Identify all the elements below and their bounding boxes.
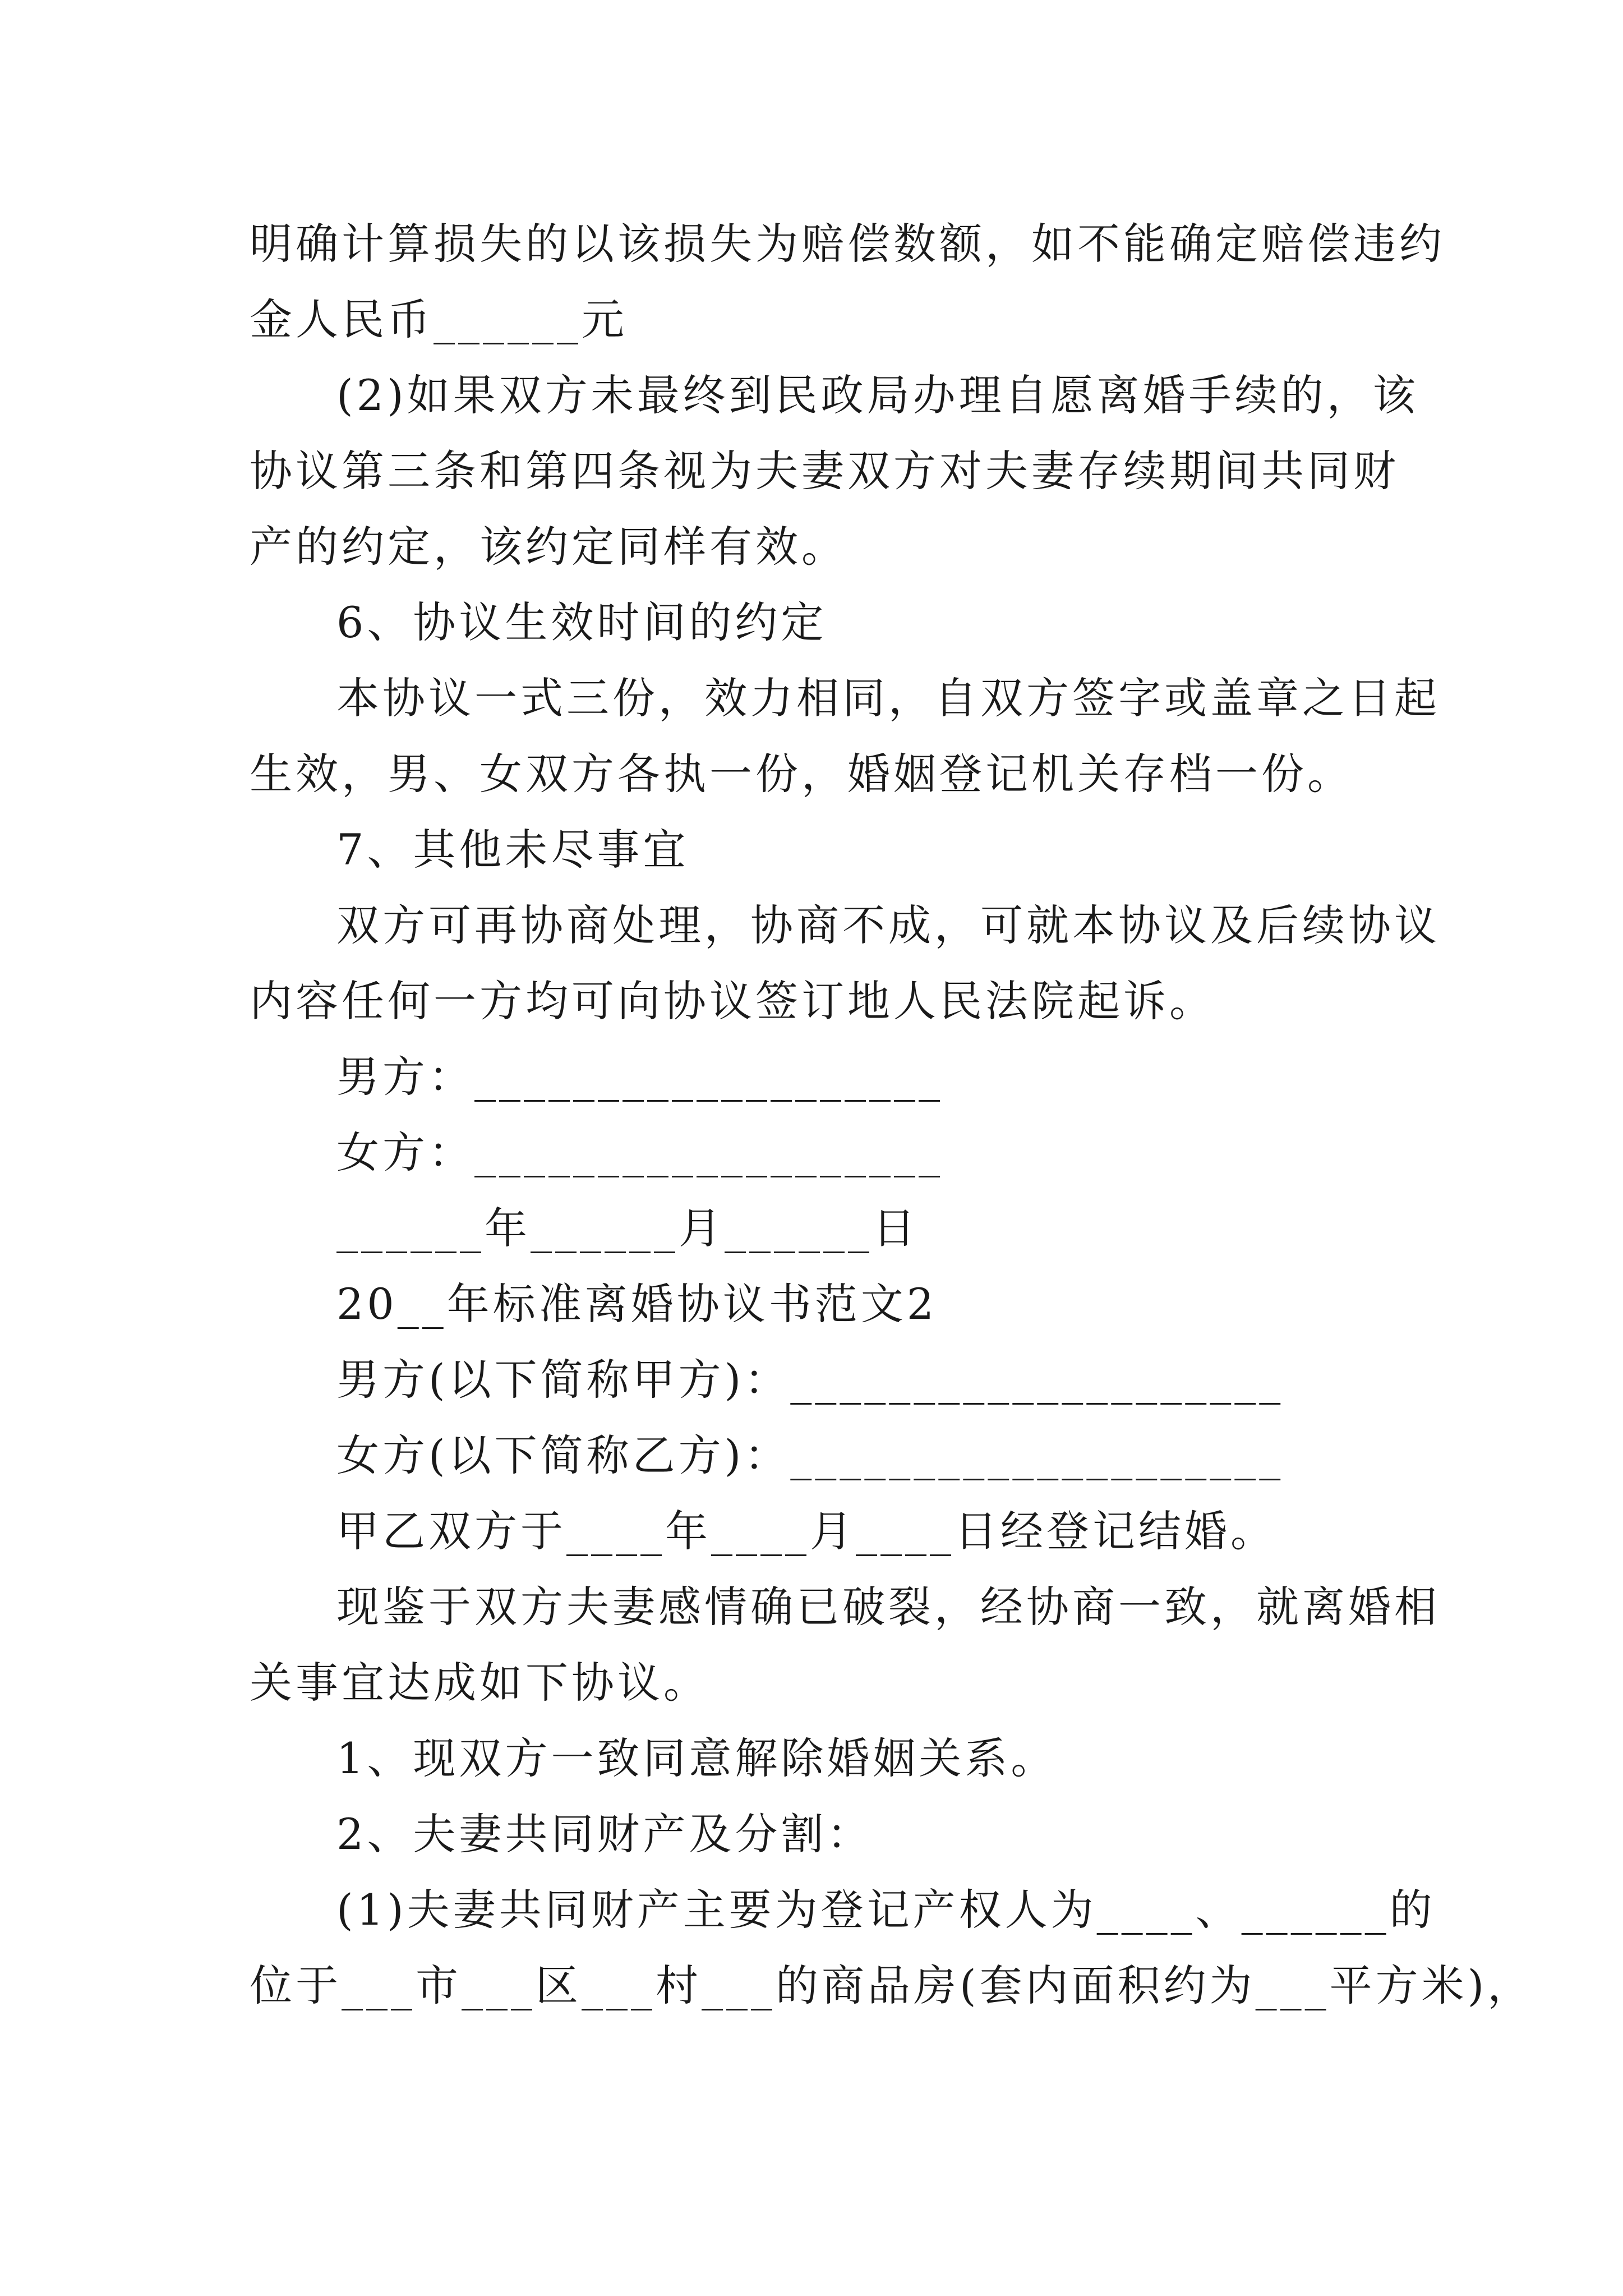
paragraph-line: 现鉴于双方夫妻感情确已破裂，经协商一致，就离婚相: [336, 1582, 1440, 1632]
date-line: ______年______月______日: [336, 1203, 919, 1253]
paragraph-line: 产的约定，该约定同样有效。: [250, 522, 847, 572]
paragraph-line: 内容任何一方均可向协议签订地人民法院起诉。: [250, 976, 1215, 1026]
paragraph-line: (1)夫妻共同财产主要为登记产权人为____、______的: [336, 1885, 1436, 1935]
party-b-line: 女方(以下简称乙方)：____________________: [336, 1430, 1284, 1480]
party-a-line: 男方(以下简称甲方)：____________________: [336, 1355, 1284, 1405]
clause-line: 1、现双方一致同意解除婚姻关系。: [336, 1733, 1057, 1783]
paragraph-line: 位于___市___区___村___的商品房(套内面积约为___平方米)，: [250, 1961, 1534, 2010]
paragraph-line: 双方可再协商处理，协商不成，可就本协议及后续协议: [336, 900, 1440, 950]
paragraph-line: (2)如果双方未最终到民政局办理自愿离婚手续的，该: [336, 370, 1419, 420]
signature-line-female: 女方：___________________: [336, 1128, 943, 1177]
paragraph-line: 明确计算损失的以该损失为赔偿数额，如不能确定赔偿违约: [250, 219, 1445, 269]
document-title: 20__年标准离婚协议书范文2: [336, 1279, 938, 1329]
paragraph-line: 生效，男、女双方各执一份，婚姻登记机关存档一份。: [250, 749, 1353, 799]
clause-line: 2、夫妻共同财产及分割：: [336, 1809, 873, 1859]
paragraph-line: 本协议一式三份，效力相同，自双方签字或盖章之日起: [336, 673, 1440, 723]
paragraph-line: 金人民币______元: [250, 295, 628, 344]
section-heading: 7、其他未尽事宜: [336, 825, 689, 875]
paragraph-line: 协议第三条和第四条视为夫妻双方对夫妻存续期间共同财: [250, 446, 1399, 496]
section-heading: 6、协议生效时间的约定: [336, 597, 827, 647]
paragraph-line: 关事宜达成如下协议。: [250, 1658, 709, 1708]
signature-line-male: 男方：___________________: [336, 1052, 943, 1102]
marriage-date-line: 甲乙双方于____年____月____日经登记结婚。: [336, 1506, 1276, 1556]
